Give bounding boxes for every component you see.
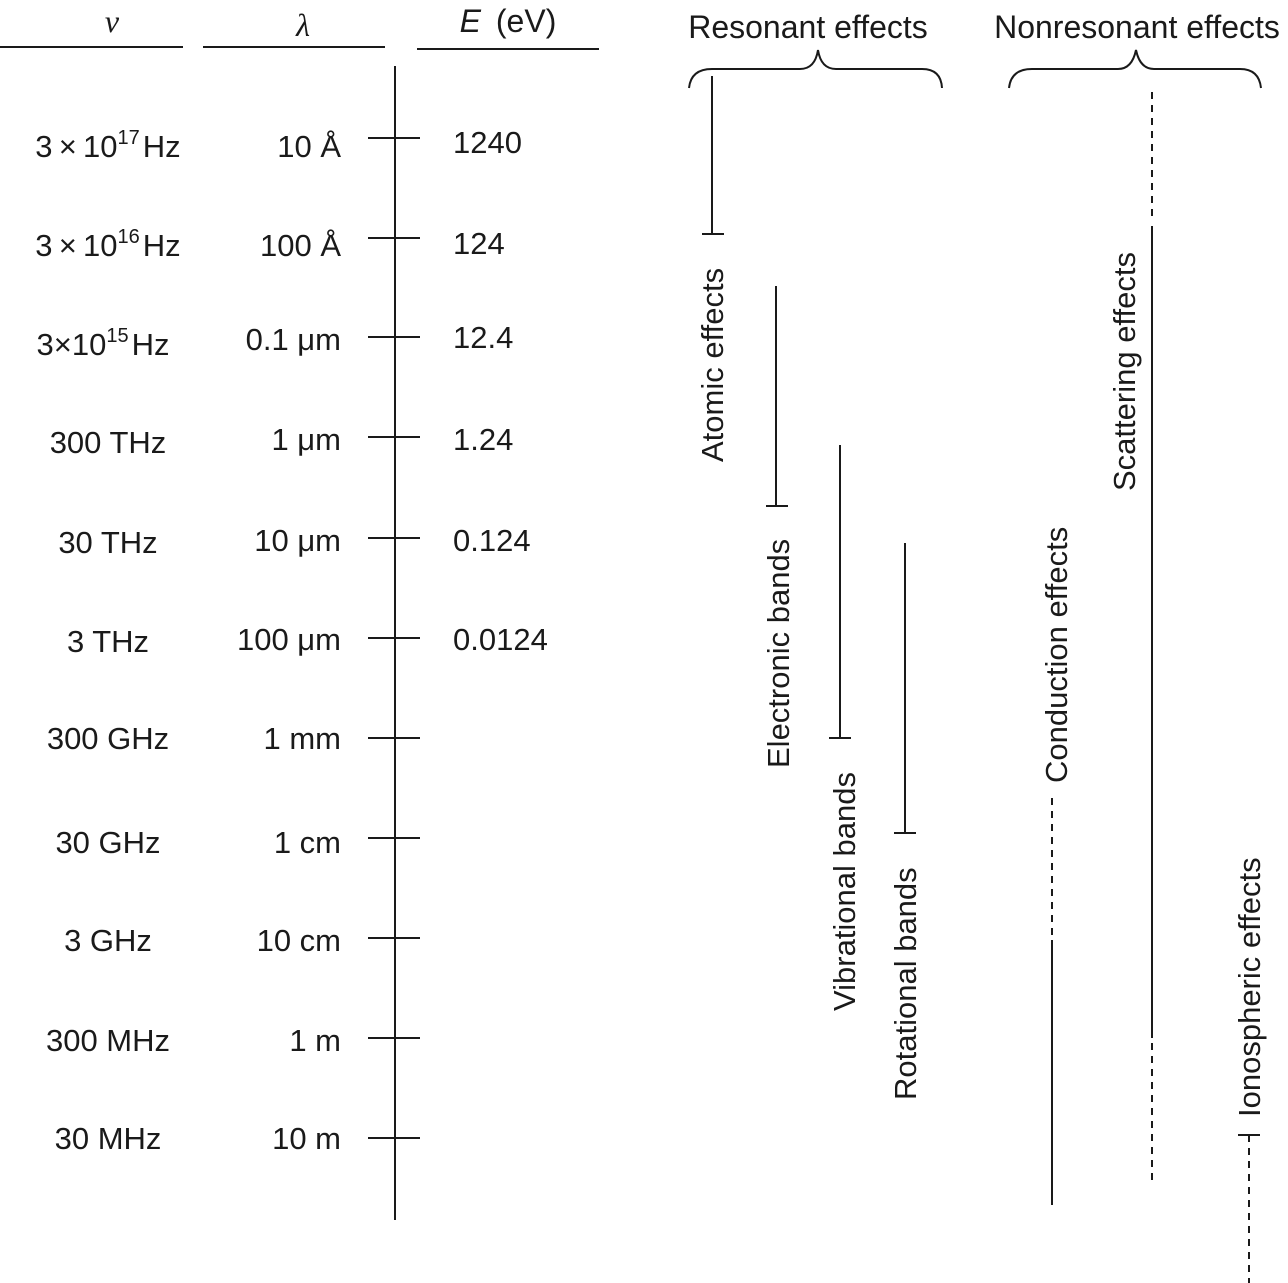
conduction-effects-label: Conduction effects <box>1039 526 1074 783</box>
frequency-label: 300 MHz <box>45 1023 171 1058</box>
scale-row <box>50 422 514 460</box>
wavelength-label: 10 cm <box>256 923 341 958</box>
wavelength-label: 1 m <box>289 1023 341 1058</box>
frequency-label: 300 THz <box>49 425 167 460</box>
wavelength-label: 100 Å <box>259 228 341 263</box>
frequency-label: 30 GHz <box>55 825 161 860</box>
scattering-effects-label: Scattering effects <box>1107 252 1142 491</box>
scale-row <box>55 825 420 860</box>
scale-row <box>35 125 522 164</box>
wavelength-label: 10 m <box>272 1121 341 1156</box>
energy-label: 1.24 <box>453 422 514 457</box>
frequency-label: $3 \times 10^{16}Hz$ <box>35 226 181 263</box>
rotational-bands-range <box>888 543 923 1100</box>
wavelength-label: 1 mm <box>263 721 341 756</box>
conduction-effects-range <box>1039 527 1074 1205</box>
scale-row <box>47 721 420 756</box>
scale-row <box>37 320 514 362</box>
energy-label: 0.0124 <box>453 622 548 657</box>
frequency-label: 3 GHz <box>64 923 152 958</box>
nonresonant-brace <box>1009 50 1261 88</box>
rotational-bands-label: Rotational bands <box>888 867 923 1100</box>
header-nu: v <box>104 3 120 39</box>
frequency-label: $3 \times 10^{17}Hz$ <box>35 127 181 164</box>
scale-row <box>46 1023 420 1058</box>
scale-row <box>35 226 504 263</box>
wavelength-label: 1 cm <box>273 825 341 860</box>
energy-label: 12.4 <box>453 320 514 355</box>
scale-row <box>64 923 420 958</box>
header-energy-symbol: E <box>459 3 481 39</box>
nonresonant-effects-heading: Nonresonant effects <box>994 9 1280 45</box>
scattering-effects-range <box>1107 92 1152 1185</box>
scale-row <box>67 622 548 659</box>
wavelength-label: 0.1 μm <box>245 322 341 357</box>
energy-label: 0.124 <box>453 523 531 558</box>
frequency-label: $3\times 10^{15}Hz$ <box>36 325 170 362</box>
header-energy-unit: (eV) <box>495 3 557 39</box>
wavelength-label: 100 μm <box>236 622 341 657</box>
electronic-bands-range <box>761 286 796 768</box>
scale-row <box>55 1121 420 1156</box>
frequency-label: 30 THz <box>58 525 158 560</box>
energy-label: 1240 <box>453 125 522 160</box>
wavelength-label: 10 Å <box>277 129 341 164</box>
energy-label: 124 <box>453 226 505 261</box>
resonant-effects-heading: Resonant effects <box>688 9 928 45</box>
electronic-bands-label: Electronic bands <box>761 538 796 768</box>
frequency-label: 300 GHz <box>46 721 170 756</box>
ionospheric-effects-range <box>1232 857 1267 1283</box>
scale-rows <box>35 125 548 1156</box>
frequency-label: 30 MHz <box>54 1121 162 1156</box>
frequency-label: 3 THz <box>66 624 150 659</box>
vibrational-bands-range <box>827 445 862 1011</box>
wavelength-label: 1 μm <box>271 422 341 457</box>
ionospheric-effects-label: Ionospheric effects <box>1232 857 1267 1117</box>
vibrational-bands-label: Vibrational bands <box>827 772 862 1011</box>
scale-row <box>58 523 530 560</box>
header-lambda: λ <box>296 7 310 43</box>
atomic-effects-range <box>695 76 730 462</box>
wavelength-label: 10 μm <box>254 523 341 558</box>
header-energy <box>460 3 557 39</box>
resonant-brace <box>689 50 942 88</box>
atomic-effects-label: Atomic effects <box>695 267 730 462</box>
